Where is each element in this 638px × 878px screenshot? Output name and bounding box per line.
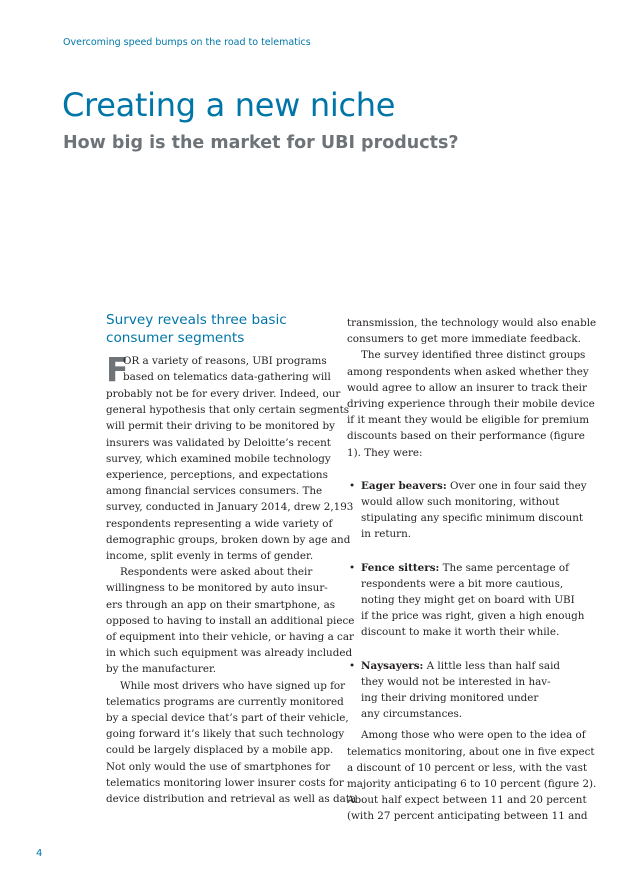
text-line-content: While most drivers who have signed up for [120,679,346,692]
bullet-item [347,560,585,641]
text-line: consumers to get more immediate feedback. [347,333,581,346]
text-line: among respondents when asked whether they [347,365,589,378]
text-line: survey, conducted in January 2014, drew 2,193 [106,501,354,514]
paragraph [347,727,597,824]
text-line: willingness to be monitored by auto insur- [106,582,328,595]
text-line: discount to make it worth their while. [361,626,560,639]
section-heading-line: consumer segments [106,330,245,346]
text-line: going forward it’s likely that such technology [106,728,345,741]
bullet-term: Naysayers: [361,659,424,672]
text-line: respondents representing a wide variety of [106,517,333,530]
text-line: insurers was validated by Deloitte’s recent [106,436,331,449]
text-line: discounts based on their performance (figure [347,430,585,443]
text-line: telematics monitoring, about one in five expect [347,745,595,758]
text-line: OR a variety of reasons, UBI programs [123,355,327,367]
text-line: based on telematics data-gathering will [123,371,331,384]
paragraph [106,678,357,808]
text-line: a discount of 10 percent or less, with the vast [347,761,588,774]
text-line: 1). They were: [347,446,423,459]
section-heading [106,311,328,347]
text-line: income, split evenly in terms of gender. [106,550,314,563]
text-line: in return. [361,528,412,541]
text-line: would agree to allow an insurer to track their [347,381,587,394]
text-line: probably not be for every driver. Indeed, our [106,388,341,400]
bullet-dot: • [349,479,356,492]
dropcap-block [106,350,331,389]
text-line: noting they might get on board with UBI [361,594,575,607]
text-line: ing their driving monitored under [361,692,539,705]
page-title: Creating a new niche [62,86,396,124]
dropcap-letter: F [106,350,129,389]
paragraph [106,386,354,564]
text-line: survey, which examined mobile technology [106,452,331,465]
text-line: they would not be interested in hav- [361,675,551,688]
paragraph [106,564,355,677]
text-line [106,678,346,694]
text-line: opposed to having to install an additional piece [106,614,355,627]
text-line: Not only would the use of smartphones for [106,760,331,773]
text-line: of equipment into their vehicle, or having a car [106,631,354,644]
bullet-text: Over one in four said they [446,479,587,492]
paragraph [347,347,595,460]
bullet-term: Eager beavers: [361,479,447,492]
text-line: device distribution and retrieval as well as data [106,793,357,806]
text-line [347,347,586,363]
text-line: will permit their driving to be monitored by [106,420,335,433]
text-line: majority anticipating 6 to 10 percent (figure 2). [347,778,597,791]
text-line: telematics monitoring lower insurer costs for [106,776,344,789]
section-heading-line: Survey reveals three basic [106,312,287,328]
bullet-item [347,658,577,723]
text-line: if it meant they would be eligible for premium [347,414,590,427]
text-line: stipulating any specific minimum discount [361,512,584,525]
text-line: any circumstances. [361,708,463,721]
text-line: driving experience through their mobile device [347,398,595,411]
text-line-content: The survey identified three distinct groups [361,349,586,362]
text-line: general hypothesis that only certain segments [106,404,350,417]
text-line: would allow such monitoring, without [361,496,560,509]
text-line: by the manufacturer. [106,663,217,676]
text-line: demographic groups, broken down by age and [106,533,351,546]
text-line: transmission, the technology would also enable [347,317,597,329]
bullet-text: The same percentage of [439,561,569,574]
bullet-body [361,494,584,543]
text-line-content: Respondents were asked about their [120,566,313,579]
running-header: Overcoming speed bumps on the road to telematics [63,37,311,48]
page-number: 4 [36,848,43,859]
text-line-content: Among those who were open to the idea of [361,729,586,742]
text-line: respondents were a bit more cautious, [361,577,564,590]
text-line: ers through an app on their smartphone, as [106,598,336,611]
text-line: by a special device that’s part of their vehicle, [106,712,349,725]
text-line [347,727,586,743]
text-line: in which such equipment was already included [106,647,353,660]
text-line: could be largely displaced by a mobile app. [106,744,334,757]
bullet-body [361,674,577,723]
page-subtitle: How big is the market for UBI products? [63,133,459,153]
text-line: telematics programs are currently monitored [106,695,344,708]
text-line [106,564,328,580]
text-line: if the price was right, given a high enough [361,610,585,623]
left-column [106,312,357,807]
right-column [347,315,597,825]
bullet-text: A little less than half said [423,659,561,672]
text-line: among financial services consumers. The [106,485,323,498]
bullet-body [361,576,585,641]
text-line: experience, perceptions, and expectations [106,469,328,482]
bullet-term: Fence sitters: [361,561,440,574]
bullet-item [347,478,587,543]
bullet-dot: • [349,561,356,574]
text-line: About half expect between 11 and 20 percent [347,794,587,807]
paragraph [347,315,597,347]
bullet-dot: • [349,659,356,672]
text-line: (with 27 percent anticipating between 11 and [347,810,588,823]
